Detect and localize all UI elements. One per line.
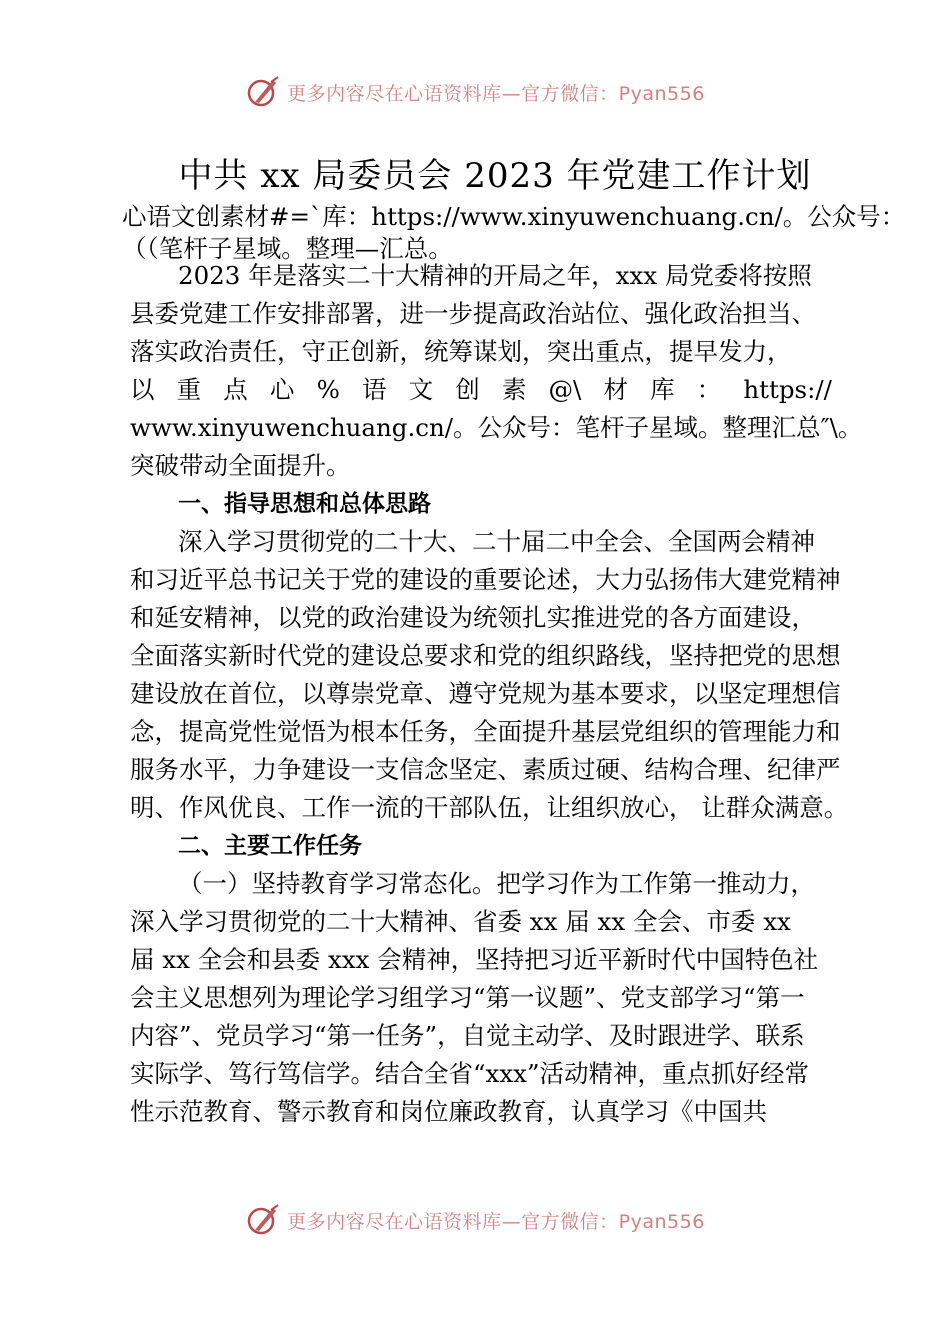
- spread-char: 心: [269, 375, 295, 404]
- spread-char: %: [316, 375, 340, 404]
- section-heading: 二、主要工作任务: [178, 833, 362, 859]
- text-line: 内容”、党员学习“第一任务”，自觉主动学、及时跟进学、联系: [130, 1021, 805, 1050]
- text-line: 突破带动全面提升。: [130, 451, 351, 480]
- text-line: 全面落实新时代党的建设总要求和党的组织路线，坚持把党的思想: [130, 641, 841, 670]
- text-line: （（笔杆子星域。整理—汇总。: [122, 234, 453, 263]
- text-line: 县委党建工作安排部署，进一步提高政治站位、强化政治担当、: [130, 299, 816, 328]
- text-line: 建设放在首位，以尊崇党章、遵守党规为基本要求，以坚定理想信: [130, 679, 841, 708]
- text-line: 届 xx 全会和县委 xxx 会精神，坚持把习近平新时代中国特色社: [130, 945, 819, 974]
- text-line: 和习近平总书记关于党的建设的重要论述，大力弘扬伟大建党精神: [130, 565, 841, 594]
- spread-char: 语: [361, 375, 387, 404]
- spread-text-line: [130, 371, 832, 409]
- watermark-banner-bottom: [0, 1198, 950, 1242]
- spread-char: ：: [696, 375, 722, 404]
- text-line: 2023 年是落实二十大精神的开局之年，xxx 局党委将按照: [178, 261, 812, 290]
- spread-char: https://: [743, 375, 832, 404]
- document-title: 中共 xx 局委员会 2023 年党建工作计划: [178, 156, 812, 196]
- spread-char: 库: [650, 375, 675, 404]
- text-line: 心语文创素材#=`库：https://www.xinyuwenchuang.cn/。公众号：: [122, 202, 906, 231]
- text-line: 深入学习贯彻党的二十大、二十届二中全会、全国两会精神: [178, 527, 815, 556]
- spread-char: 素: [501, 375, 527, 404]
- watermark-banner-top: [0, 70, 950, 114]
- text-line: 落实政治责任，守正创新，统筹谋划，突出重点，提早发力，: [130, 337, 792, 366]
- text-line: 服务水平，力争建设一支信念坚定、素质过硬、结构合理、纪律严: [130, 755, 841, 784]
- spread-char: @\: [548, 375, 582, 404]
- text-line: 会主义思想列为理论学习组学习“第一议题”、党支部学习“第一: [130, 983, 805, 1012]
- quill-pen-circle-icon: [245, 1202, 281, 1238]
- spread-char: 重: [176, 375, 202, 404]
- text-line: 深入学习贯彻党的二十大精神、省委 xx 届 xx 全会、市委 xx: [130, 907, 791, 936]
- text-line: 和延安精神，以党的政治建设为统领扎实推进党的各方面建设，: [130, 603, 816, 632]
- section-heading: 一、指导思想和总体思路: [178, 491, 431, 517]
- spread-char: 以: [130, 375, 155, 404]
- text-line: （一）坚持教育学习常态化。把学习作为工作第一推动力，: [178, 869, 815, 898]
- text-line: 明、作风优良、工作一流的干部队伍，让组织放心， 让群众满意。: [130, 793, 849, 822]
- spread-char: 点: [223, 375, 248, 404]
- spread-char: 创: [455, 375, 480, 404]
- spread-char: 材: [603, 375, 628, 404]
- spread-char: 文: [408, 375, 434, 404]
- watermark-text: 更多内容尽在心语资料库—官方微信：Pyan556: [287, 82, 705, 105]
- text-line: 念，提高党性觉悟为根本任务，全面提升基层党组织的管理能力和: [130, 717, 841, 746]
- text-line: www.xinyuwenchuang.cn/。公众号：笔杆子星域。整理汇总″\。: [130, 413, 863, 442]
- quill-pen-circle-icon: [245, 74, 281, 110]
- watermark-text: 更多内容尽在心语资料库—官方微信：Pyan556: [287, 1210, 705, 1233]
- text-line: 实际学、笃行笃信学。结合全省“xxx”活动精神，重点抓好经常: [130, 1059, 809, 1088]
- text-line: 性示范教育、警示教育和岗位廉政教育，认真学习《中国共: [130, 1097, 767, 1126]
